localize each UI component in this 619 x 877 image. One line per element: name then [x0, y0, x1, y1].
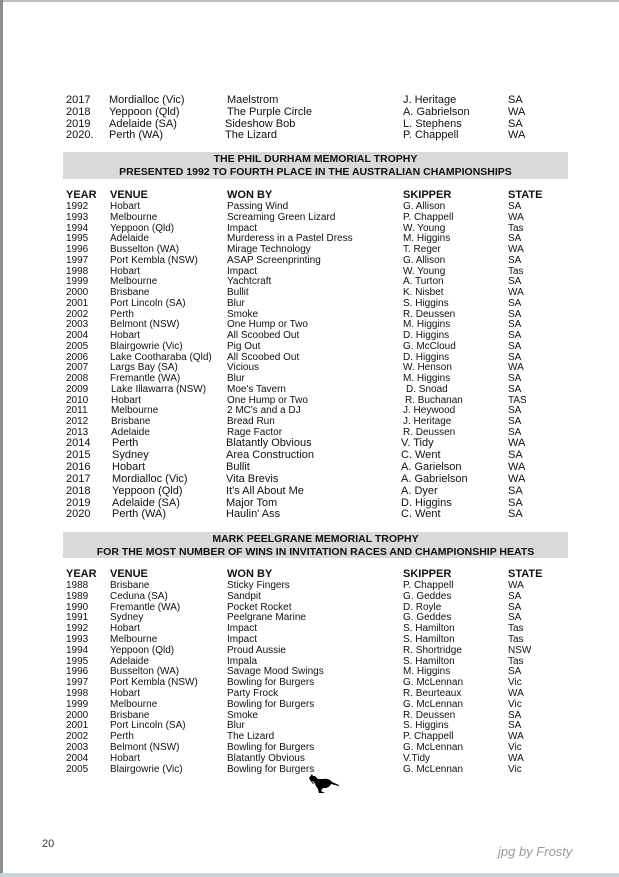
- state-cell: WA: [508, 129, 526, 142]
- header-skipper: SKIPPER: [403, 189, 452, 201]
- year-cell: 2014: [66, 437, 91, 449]
- skipper-cell: W. Young: [403, 222, 446, 234]
- won-by-cell: The Lizard: [227, 731, 275, 743]
- year-cell: 1991: [66, 612, 89, 624]
- won-by-cell: Murderess in a Pastel Dress: [227, 233, 353, 245]
- year-cell: 1992: [66, 201, 89, 212]
- skipper-cell: K. Nisbet: [403, 287, 444, 298]
- won-by-cell: Moe's Tavern: [227, 383, 286, 395]
- state-cell: SA: [508, 496, 523, 509]
- won-by-cell: Screaming Green Lizard: [227, 211, 336, 223]
- skipper-cell: W. Young: [403, 265, 446, 277]
- won-by-cell: Sticky Fingers: [227, 580, 290, 591]
- state-cell: SA: [508, 351, 522, 363]
- venue-cell: Port Kembla (NSW): [110, 254, 198, 266]
- year-cell: 1993: [66, 211, 89, 223]
- state-cell: Tas: [508, 623, 524, 635]
- skipper-cell: C. Went: [401, 448, 441, 461]
- won-by-cell: Blur: [227, 373, 245, 384]
- skipper-cell: R. Deussen: [403, 709, 456, 721]
- year-cell: 1989: [66, 590, 89, 602]
- year-cell: 2011: [66, 405, 88, 417]
- won-by-cell: Maelstrom: [227, 94, 279, 106]
- won-by-cell: One Hump or Two: [227, 319, 308, 331]
- venue-cell: Fremantle (WA): [110, 601, 181, 613]
- skipper-cell: A. Turton: [403, 276, 444, 288]
- state-cell: Vic: [508, 698, 522, 710]
- state-cell: SA: [508, 373, 522, 384]
- venue-cell: Melbourne: [110, 276, 158, 288]
- year-cell: 2001: [66, 720, 89, 732]
- year-cell: 2003: [66, 319, 89, 331]
- won-by-cell: Rage Factor: [227, 426, 283, 438]
- year-cell: 2002: [66, 731, 89, 743]
- year-cell: 1997: [66, 254, 89, 266]
- won-by-cell: Impact: [227, 222, 258, 234]
- page-border-left: [0, 0, 3, 877]
- skipper-cell: D. Higgins: [403, 330, 450, 341]
- skipper-cell: D. Royle: [403, 601, 442, 613]
- header-won-by: WON BY: [227, 189, 273, 201]
- won-by-cell: Sideshow Bob: [225, 117, 296, 130]
- state-cell: WA: [508, 211, 524, 223]
- skipper-cell: P. Chappell: [403, 580, 454, 591]
- mark-peelgrane-subtitle: FOR THE MOST NUMBER OF WINS IN INVITATION RACES AND CHAMPIONSHIP HEATS: [96, 545, 535, 558]
- won-by-cell: Passing Wind: [227, 201, 289, 212]
- state-cell: SA: [508, 416, 522, 427]
- venue-cell: Port Kembla (NSW): [110, 677, 198, 689]
- state-cell: WA: [508, 731, 524, 743]
- skipper-cell: S. Higgins: [403, 297, 449, 309]
- venue-cell: Hobart: [111, 394, 142, 406]
- state-cell: SA: [508, 720, 522, 732]
- state-cell: SA: [508, 448, 523, 461]
- venue-cell: Ceduna (SA): [110, 590, 168, 602]
- venue-cell: Perth: [110, 308, 134, 320]
- year-cell: 2020: [66, 508, 91, 521]
- state-cell: Tas: [508, 222, 524, 234]
- state-cell: WA: [508, 105, 526, 118]
- skipper-cell: S. Hamilton: [403, 634, 455, 645]
- venue-cell: Adelaide (SA): [112, 496, 180, 509]
- won-by-cell: Proud Aussie: [227, 644, 286, 656]
- state-cell: Tas: [508, 634, 524, 645]
- year-cell: 2000: [66, 709, 89, 721]
- mark-peelgrane-title: MARK PEELGRANE MEMORIAL TROPHY: [212, 533, 419, 545]
- skipper-cell: A. Dyer: [401, 484, 438, 497]
- state-cell: Vic: [508, 763, 522, 775]
- state-cell: SA: [508, 117, 523, 130]
- state-cell: SA: [508, 319, 522, 331]
- venue-cell: Brisbane: [110, 580, 150, 591]
- year-cell: 1993: [66, 634, 89, 645]
- year-cell: 2018: [66, 105, 91, 118]
- skipper-cell: G. McLennan: [403, 698, 464, 710]
- skipper-cell: G. McCloud: [403, 340, 456, 352]
- venue-cell: Fremantle (WA): [110, 373, 181, 384]
- state-cell: TAS: [508, 394, 527, 406]
- won-by-cell: Bowling for Burgers: [227, 677, 315, 689]
- year-cell: 2000: [66, 287, 89, 298]
- venue-cell: Hobart: [110, 201, 141, 212]
- won-by-cell: Impact: [227, 265, 258, 277]
- won-by-cell: Impala: [227, 655, 258, 667]
- year-cell: 2007: [66, 362, 89, 374]
- state-cell: SA: [508, 484, 523, 497]
- state-cell: Vic: [508, 677, 522, 689]
- venue-cell: Mordialloc (Vic): [112, 472, 188, 485]
- venue-cell: Hobart: [110, 330, 141, 341]
- venue-cell: Perth (WA): [112, 508, 166, 521]
- won-by-cell: ASAP Screenprinting: [227, 254, 321, 266]
- state-cell: SA: [508, 666, 522, 678]
- year-cell: 2002: [66, 308, 89, 320]
- year-cell: 1999: [66, 698, 89, 710]
- state-cell: SA: [508, 254, 522, 266]
- page-border-top: [0, 0, 619, 2]
- skipper-cell: G. Allison: [403, 254, 446, 266]
- won-by-cell: Blatantly Obvious: [227, 752, 305, 764]
- state-cell: SA: [508, 601, 522, 613]
- header-won-by: WON BY: [227, 568, 273, 580]
- venue-cell: Yeppoon (Qld): [110, 222, 175, 234]
- state-cell: SA: [508, 508, 523, 521]
- venue-cell: Blairgowrie (Vic): [110, 340, 183, 352]
- skipper-cell: C. Went: [401, 508, 441, 521]
- state-cell: SA: [508, 590, 522, 602]
- phil-durham-title: THE PHIL DURHAM MEMORIAL TROPHY: [213, 153, 418, 165]
- year-cell: 2018: [66, 484, 91, 497]
- venue-cell: Hobart: [110, 623, 141, 635]
- phil-durham-subtitle: PRESENTED 1992 TO FOURTH PLACE IN THE AUSTRALIAN CHAMPIONSHIPS: [119, 165, 512, 178]
- year-cell: 1988: [66, 580, 89, 591]
- won-by-cell: All Scoobed Out: [227, 330, 300, 341]
- header-venue: VENUE: [110, 568, 148, 580]
- venue-cell: Yeppoon (Qld): [110, 644, 175, 656]
- watermark: jpg by Frosty: [498, 844, 573, 859]
- skipper-cell: A. Gabrielson: [403, 105, 470, 118]
- venue-cell: Adelaide: [110, 233, 149, 245]
- venue-cell: Melbourne: [111, 405, 159, 417]
- skipper-cell: M. Higgins: [403, 373, 451, 384]
- won-by-cell: Party Frock: [227, 688, 279, 699]
- year-cell: 2005: [66, 763, 89, 775]
- venue-cell: Blairgowrie (Vic): [110, 763, 183, 775]
- skipper-cell: L. Stephens: [403, 117, 462, 130]
- year-cell: 1996: [66, 244, 89, 255]
- won-by-cell: Smoke: [227, 308, 259, 320]
- venue-cell: Melbourne: [110, 634, 158, 645]
- year-cell: 2004: [66, 752, 89, 764]
- skipper-cell: M. Higgins: [403, 666, 451, 678]
- won-by-cell: Bullit: [227, 287, 249, 298]
- venue-cell: Brisbane: [110, 709, 150, 721]
- won-by-cell: Smoke: [227, 709, 259, 721]
- skipper-cell: T. Reger: [403, 244, 441, 255]
- state-cell: Tas: [508, 655, 524, 667]
- venue-cell: Busselton (WA): [110, 666, 180, 678]
- venue-cell: Sydney: [112, 448, 149, 461]
- skipper-cell: S. Higgins: [403, 720, 449, 732]
- skipper-cell: P. Chappell: [403, 129, 459, 142]
- state-cell: SA: [508, 426, 522, 438]
- won-by-cell: Yachtcraft: [227, 276, 272, 288]
- year-cell: 1999: [66, 276, 89, 288]
- venue-cell: Port Lincoln (SA): [110, 297, 186, 309]
- state-cell: SA: [508, 330, 522, 341]
- won-by-cell: Blur: [227, 720, 245, 732]
- venue-cell: Hobart: [110, 265, 141, 277]
- header-skipper: SKIPPER: [403, 568, 452, 580]
- year-cell: 1998: [66, 265, 89, 277]
- state-cell: SA: [508, 340, 522, 352]
- state-cell: SA: [508, 94, 523, 106]
- state-cell: WA: [508, 580, 524, 591]
- won-by-cell: All Scoobed Out: [227, 351, 300, 363]
- venue-cell: Perth: [112, 437, 139, 449]
- skipper-cell: W. Henson: [403, 362, 452, 374]
- venue-cell: Hobart: [110, 688, 141, 699]
- venue-cell: Belmont (NSW): [110, 742, 180, 753]
- won-by-cell: Impact: [227, 634, 258, 645]
- skipper-cell: P. Chappell: [403, 211, 454, 223]
- skipper-cell: R. Shortridge: [403, 644, 462, 656]
- year-cell: 2020.: [66, 129, 94, 142]
- venue-cell: Yeppoon (Qld): [109, 105, 180, 118]
- venue-cell: Melbourne: [110, 211, 158, 223]
- skipper-cell: D. Higgins: [401, 496, 452, 509]
- phil-durham-banner: [63, 152, 568, 179]
- skipper-cell: R. Beurteaux: [403, 688, 462, 699]
- won-by-cell: Bread Run: [227, 416, 275, 427]
- skipper-cell: J. Heywood: [403, 405, 456, 417]
- state-cell: WA: [508, 437, 526, 449]
- header-year: YEAR: [66, 189, 97, 201]
- won-by-cell: Major Tom: [226, 496, 278, 509]
- state-cell: SA: [508, 233, 522, 245]
- won-by-cell: Bowling for Burgers: [227, 742, 315, 753]
- header-state: STATE: [508, 568, 543, 580]
- skipper-cell: V. Tidy: [401, 437, 434, 449]
- skipper-cell: R. Buchanan: [405, 394, 463, 406]
- venue-cell: Yeppoon (Qld): [112, 484, 183, 497]
- state-cell: SA: [508, 308, 522, 320]
- year-cell: 1995: [66, 655, 89, 667]
- venue-cell: Adelaide: [111, 426, 150, 438]
- state-cell: SA: [508, 201, 522, 212]
- skipper-cell: V.Tidy: [403, 752, 431, 764]
- skipper-cell: G. McLennan: [403, 742, 464, 753]
- state-cell: NSW: [508, 644, 532, 656]
- year-cell: 2001: [66, 297, 89, 309]
- skipper-cell: G. McLennan: [403, 677, 464, 689]
- won-by-cell: Mirage Technology: [227, 244, 311, 255]
- won-by-cell: Bowling for Burgers: [227, 698, 315, 710]
- year-cell: 2013: [66, 426, 89, 438]
- state-cell: WA: [508, 688, 524, 699]
- skipper-cell: G. McLennan: [403, 763, 464, 775]
- year-cell: 2015: [66, 448, 91, 461]
- won-by-cell: Vita Brevis: [226, 472, 279, 485]
- year-cell: 2009: [66, 383, 89, 395]
- won-by-cell: Blur: [227, 297, 245, 309]
- venue-cell: Melbourne: [110, 698, 158, 710]
- header-year: YEAR: [66, 568, 97, 580]
- state-cell: SA: [508, 276, 522, 288]
- state-cell: SA: [508, 612, 522, 624]
- venue-cell: Brisbane: [111, 416, 151, 427]
- venue-cell: Largs Bay (SA): [110, 362, 178, 374]
- year-cell: 2017: [66, 94, 91, 106]
- skipper-cell: G. Geddes: [403, 612, 452, 624]
- year-cell: 2012: [66, 416, 89, 427]
- skipper-cell: M. Higgins: [403, 319, 451, 331]
- skipper-cell: P. Chappell: [403, 731, 454, 743]
- venue-cell: Perth: [110, 731, 134, 743]
- venue-cell: Hobart: [110, 752, 141, 764]
- state-cell: Vic: [508, 742, 522, 753]
- year-cell: 2017: [66, 472, 91, 485]
- state-cell: Tas: [508, 265, 524, 277]
- skipper-cell: S. Hamilton: [403, 655, 455, 667]
- won-by-cell: It's All About Me: [226, 484, 304, 497]
- state-cell: SA: [508, 709, 522, 721]
- won-by-cell: Sandpit: [227, 590, 261, 602]
- venue-cell: Belmont (NSW): [110, 319, 180, 331]
- skipper-cell: M. Higgins: [403, 233, 451, 245]
- venue-cell: Port Lincoln (SA): [110, 720, 186, 732]
- won-by-cell: Area Construction: [226, 448, 315, 461]
- year-cell: 2003: [66, 742, 89, 753]
- venue-cell: Mordialloc (Vic): [109, 94, 185, 106]
- kangaroo-icon: [306, 772, 340, 794]
- won-by-cell: Bowling for Burgers: [227, 763, 315, 775]
- won-by-cell: Haulin' Ass: [226, 508, 281, 521]
- won-by-cell: One Hump or Two: [227, 394, 308, 406]
- page-number: 20: [42, 838, 55, 850]
- venue-cell: Brisbane: [110, 287, 150, 298]
- state-cell: WA: [508, 244, 524, 255]
- header-state: STATE: [508, 189, 543, 201]
- venue-cell: Busselton (WA): [110, 244, 180, 255]
- year-cell: 2019: [66, 117, 91, 130]
- won-by-cell: 2 MC's and a DJ: [227, 405, 301, 417]
- state-cell: WA: [508, 460, 526, 473]
- won-by-cell: Savage Mood Swings: [227, 666, 324, 678]
- won-by-cell: Blatantly Obvious: [226, 437, 312, 449]
- year-cell: 2008: [66, 373, 89, 384]
- year-cell: 1998: [66, 688, 89, 699]
- venue-cell: Sydney: [110, 612, 144, 624]
- skipper-cell: R. Deussen: [403, 426, 456, 438]
- venue-cell: Lake Illawarra (NSW): [111, 383, 207, 395]
- state-cell: WA: [508, 362, 524, 374]
- skipper-cell: G. Geddes: [403, 590, 452, 602]
- state-cell: WA: [508, 472, 526, 485]
- year-cell: 2004: [66, 330, 89, 341]
- skipper-cell: A. Garielson: [401, 460, 462, 473]
- won-by-cell: Peelgrane Marine: [227, 612, 306, 624]
- venue-cell: Adelaide (SA): [109, 117, 177, 130]
- mark-peelgrane-banner: [63, 532, 568, 558]
- year-cell: 2010: [66, 394, 89, 406]
- won-by-cell: The Lizard: [225, 129, 277, 142]
- skipper-cell: D. Snoad: [406, 383, 448, 395]
- skipper-cell: A. Gabrielson: [401, 472, 468, 485]
- skipper-cell: S. Hamilton: [403, 623, 455, 635]
- state-cell: WA: [508, 752, 524, 764]
- year-cell: 2016: [66, 460, 91, 473]
- year-cell: 1996: [66, 666, 89, 678]
- header-venue: VENUE: [110, 189, 148, 201]
- skipper-cell: G. Allison: [403, 201, 446, 212]
- year-cell: 2005: [66, 340, 89, 352]
- year-cell: 1994: [66, 222, 89, 234]
- year-cell: 1994: [66, 644, 89, 656]
- venue-cell: Hobart: [112, 460, 146, 473]
- year-cell: 1990: [66, 601, 89, 613]
- state-cell: WA: [508, 287, 524, 298]
- skipper-cell: D. Higgins: [403, 351, 450, 363]
- state-cell: SA: [508, 297, 522, 309]
- state-cell: SA: [508, 383, 522, 395]
- year-cell: 1997: [66, 677, 89, 689]
- won-by-cell: Pig Out: [227, 340, 261, 352]
- won-by-cell: Impact: [227, 623, 258, 635]
- venue-cell: Lake Cootharaba (Qld): [110, 351, 212, 363]
- skipper-cell: R. Deussen: [403, 308, 456, 320]
- won-by-cell: Pocket Rocket: [227, 601, 292, 613]
- year-cell: 2019: [66, 496, 91, 509]
- venue-cell: Adelaide: [110, 655, 149, 667]
- year-cell: 1995: [66, 233, 89, 245]
- year-cell: 2006: [66, 351, 89, 363]
- skipper-cell: J. Heritage: [403, 416, 452, 427]
- state-cell: SA: [508, 405, 522, 417]
- page-bottom-edge: [0, 873, 619, 877]
- won-by-cell: Vicious: [227, 362, 260, 374]
- venue-cell: Perth (WA): [109, 129, 163, 142]
- won-by-cell: Bullit: [226, 460, 250, 473]
- year-cell: 1992: [66, 623, 89, 635]
- skipper-cell: J. Heritage: [403, 94, 457, 106]
- won-by-cell: The Purple Circle: [227, 105, 312, 118]
